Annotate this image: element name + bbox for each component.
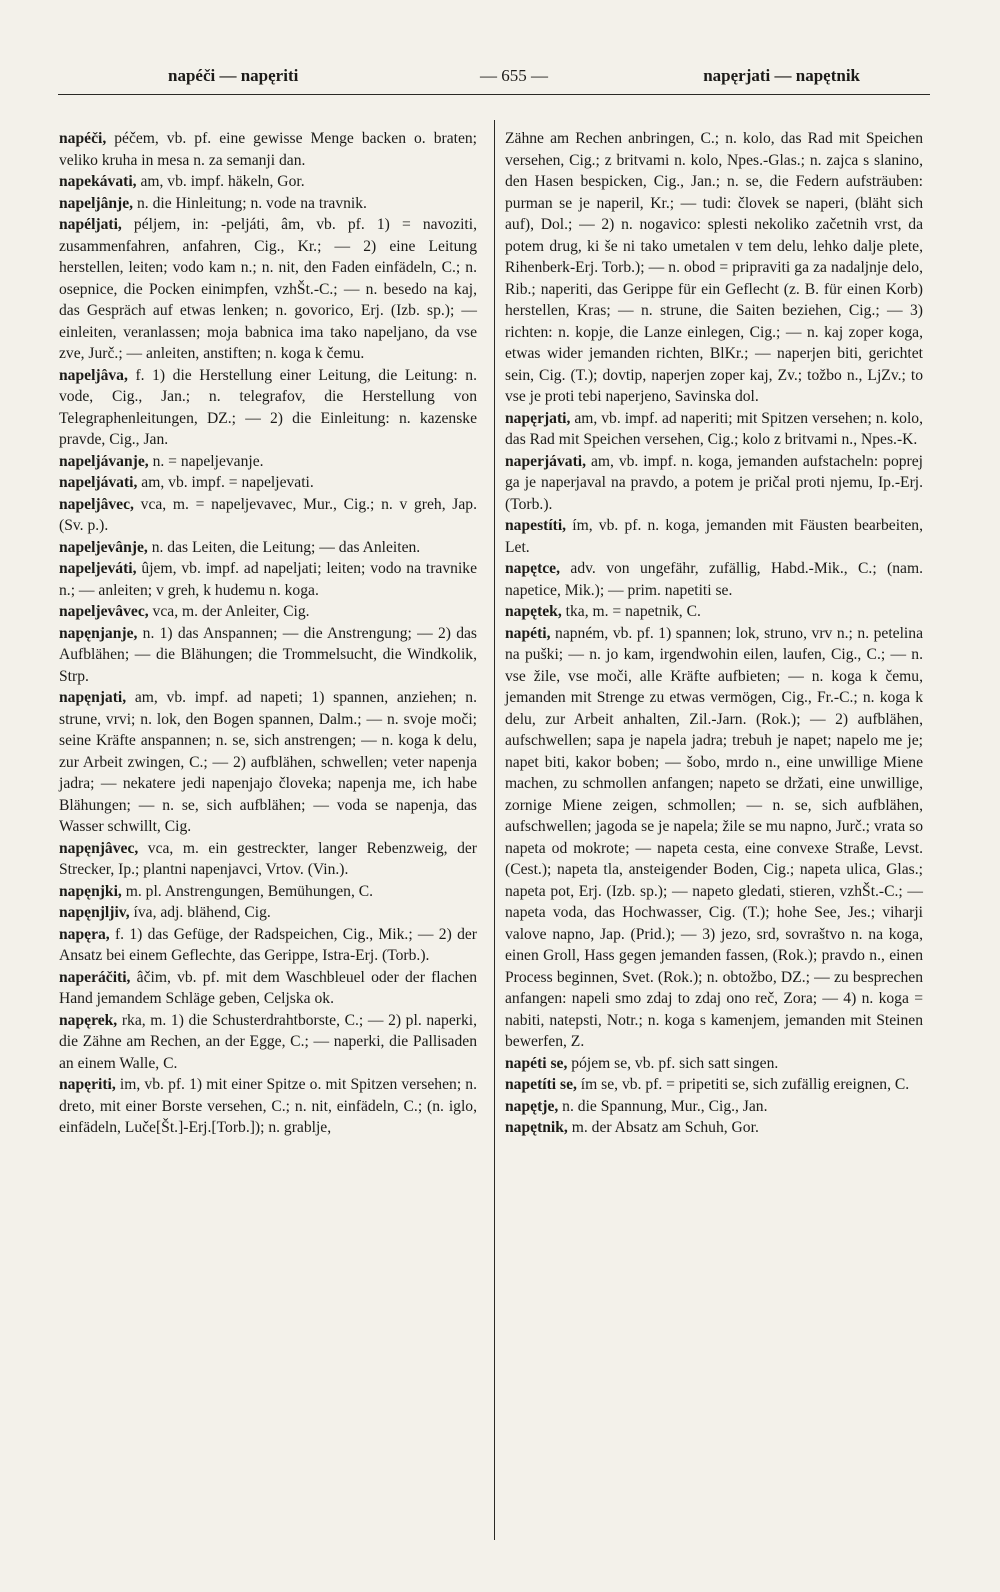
entry-definition: vca, m. ein gestreckter, langer Rebenzweig, der Strecker, Ip.; plantni napenjavci, Vrtov. (Vin.).: [59, 839, 477, 878]
dictionary-entry: [505, 408, 923, 451]
dictionary-entry: [505, 1117, 923, 1139]
entry-headword: napéči,: [59, 130, 107, 147]
entry-headword: napęnjanje,: [59, 624, 138, 642]
entry-definition: m. der Absatz am Schuh, Gor.: [567, 1119, 759, 1136]
entry-headword: napętek,: [505, 603, 562, 620]
entry-definition: ím se, vb. pf. = pripetiti se, sich zufällig ereignen, C.: [576, 1076, 910, 1093]
entry-definition: napném, vb. pf. 1) spannen; lok, struno, vrv n.; n. petelina na puški; — n. jo kam, irgendwohin eilen, laufen, Cig., C.; — n. vse žile, vse moči, alle Kräfte aufbieten; — n. koga k čemu, jemanden mit Strenge zu etwas vermögen, Cig., Fr.-C.; n. koga k delu, zur Arbeit anhalten, Zil.-Jarn. (Rok.); — 2) aufblähen, aufschwellen; sapa je napela jadra; trebuh je napet; napelo me je; napet biti, kakor boben; — šobo, mrdo n., eine unwillige Miene machen, zu schmollen anfangen; napeto se držati, eine unwillige, zornige Miene zeigen, schmollen; — n. se, sich aufblähen, aufschwellen; jagoda se je napela; žile se mu napno, Jurč.; vrata so napeta od mokrote; — napeta cesta, eine convexe Straße, Levst. (Cest.); napeta tla, ansteigender Boden, Cig.; napeta ulica, Glas.; napeta pot, Erj. (Izb. sp.); — napeto gledati, stieren, vzhŠt.-C.; — napeta voda, das Hochwasser, Cig. (T.); hohe See, Jes.; viharji valove napno, Jap. (Prid.); — 3) jezo, srd, sovraštvo n. na koga, einen Groll, Hass gegen jemanden fassen, (Rok.); pravdo n., einen Process beginnen, Svet. (Rok.); n. obtožbo, DZ.; — zu besprechen anfangen: napeli smo zdaj to zdaj ono reč, Zora; — 4) n. koga = nabiti, natepsti, Notr.; n. koga s kamenjem, jemanden mit Steinen bewerfen, Z.: [505, 624, 923, 1050]
dictionary-entry: [59, 1010, 477, 1075]
dictionary-entry: [59, 838, 477, 881]
dictionary-entry: [59, 924, 477, 967]
dictionary-entry: [59, 365, 477, 451]
entry-headword: napeljâvec,: [59, 495, 134, 513]
dictionary-entry: [59, 601, 477, 623]
entry-definition: im, vb. pf. 1) mit einer Spitze o. mit Spitzen versehen; n. dreto, mit einer Borste versehen, C.; n. nit, einfädeln, C.; (n. iglo, einfädeln, Luče[Št.]-Erj.[Torb.]); n. grablje,: [59, 1076, 477, 1136]
dictionary-entry: [59, 214, 477, 365]
entry-headword: napęrek,: [59, 1011, 118, 1029]
entry-definition: n. = napeljevanje.: [148, 452, 264, 470]
entry-definition: Zähne am Rechen anbringen, C.; n. kolo, das Rad mit Speichen versehen, Cig.; z britvami n. kolo, Npes.-Glas.; n. zajca s slanino, den Hasen bespicken, Cig., Jan.; n. se, die Federn aufsträuben: purman se je naperil, Kr.; — tudi: človek se naperi, (bläht sich auf), Dol.; — 2) n. nogavico: splesti nekoliko začetnih vrst, da potem drug, ki še ni tako umetalen v tem delu, lehko dalje plete, Rihenberk-Erj. Torb.); — n. obod = pripraviti ga za nadaljnje delo, Rib.; naperiti, das Gerippe für ein Geflecht (z. B. für einen Korb) herstellen, Kras; — n. strune, die Saiten beziehen, Cig.; — 3) richten: n. kopje, die Lanze einlegen, Cig.; — n. kaj zoper koga, etwas wider jemanden richten, BlKr.; — naperjen biti, gerichtet sein, Cig. (T.); dovtip, naperjen zoper kaj, Zv.; tožbo n., LjZv.; to vse je proti tebi naperjeno, Savinska dol.: [505, 130, 923, 405]
dictionary-entry: [505, 1053, 923, 1075]
entry-headword: napęnjki,: [59, 882, 122, 900]
entry-headword: napestíti,: [505, 517, 567, 534]
entry-definition: n. die Spannung, Mur., Cig., Jan.: [558, 1097, 768, 1115]
dictionary-entry: [59, 623, 477, 688]
dictionary-entry: [59, 537, 477, 559]
entry-definition: ím, vb. pf. n. koga, jemanden mit Fäusten bearbeiten, Let.: [505, 517, 923, 556]
entry-headword: napeljâva,: [59, 366, 128, 384]
entry-definition: am, vb. impf. = napeljevati.: [137, 474, 314, 491]
dictionary-entry: [59, 171, 477, 193]
dictionary-entry: [59, 902, 477, 924]
entry-definition: tka, m. = napetnik, C.: [561, 603, 701, 620]
entry-headword: napeljeváti,: [59, 560, 137, 577]
dictionary-entry: [505, 1096, 923, 1118]
entry-definition: ûjem, vb. impf. ad napeljati; leiten; vodo na travnike n.; — anleiten; v greh, k hudemu n. koga.: [59, 560, 477, 599]
dictionary-entry: [59, 472, 477, 494]
dictionary-entry: [59, 687, 477, 838]
entry-definition: íva, adj. blähend, Cig.: [129, 904, 271, 921]
entry-headword: napeljevânje,: [59, 538, 148, 556]
column-divider: [494, 120, 495, 1540]
dictionary-entry: [59, 193, 477, 215]
dictionary-entry: [505, 128, 923, 408]
dictionary-entry: [59, 494, 477, 537]
entry-definition: f. 1) das Gefüge, der Radspeichen, Cig., Mik.; — 2) der Ansatz bei einem Geflechte, das Gerippe, Istra-Erj. (Torb.).: [59, 925, 477, 964]
page-header: [60, 62, 940, 92]
entry-definition: n. 1) das Anspannen; — die Anstrengung; — 2) das Aufblähen; — die Blähungen; die Trommelsucht, die Windkolik, Strp.: [59, 624, 477, 685]
dictionary-entry: [59, 967, 477, 1010]
entry-headword: napeljávati,: [59, 474, 138, 491]
entry-definition: rka, m. 1) die Schusterdrahtborste, C.; — 2) pl. naperki, die Zähne am Rechen, an der Egge, C.; — naperki, die Pallisaden an einem Walle, C.: [59, 1011, 477, 1072]
entry-headword: napetíti se,: [505, 1076, 577, 1093]
dictionary-entry: [59, 128, 477, 171]
dictionary-entry: [505, 1074, 923, 1096]
header-rule: [58, 94, 930, 95]
header-right-guide-words: napęrjati — napętnik: [703, 66, 860, 85]
entry-headword: napęnjati,: [59, 689, 127, 706]
dictionary-entry: [505, 558, 923, 601]
dictionary-entry: [505, 601, 923, 623]
entry-headword: napęrjati,: [505, 409, 571, 427]
entry-headword: napętje,: [505, 1097, 559, 1115]
entry-definition: f. 1) die Herstellung einer Leitung, die Leitung: n. vode, Cig., Jan.; n. telegrafov, die Herstellung von Telegraphenleitungen, DZ.; — 2) die Einleitung: n. kazenske pravde, Cig., Jan.: [59, 366, 477, 448]
entry-definition: adv. von ungefähr, zufällig, Habd.-Mik., C.; (nam. napetice, Mik.); — prim. napetiti se.: [505, 560, 923, 599]
entry-headword: napéti se,: [505, 1054, 568, 1072]
dictionary-entry: [505, 623, 923, 1053]
entry-definition: m. pl. Anstrengungen, Bemühungen, C.: [121, 882, 374, 900]
entry-definition: péčem, vb. pf. eine gewisse Menge backen o. braten; veliko kruha in mesa n. za semanji dan.: [59, 130, 477, 169]
entry-definition: am, vb. impf. n. koga, jemanden aufstacheln: poprej ga je naperjaval na pravdo, a potem je pričal proti njemu, Ip.-Erj. (Torb.).: [505, 452, 923, 513]
entry-definition: pójem se, vb. pf. sich satt singen.: [567, 1054, 779, 1072]
entry-definition: péljem, in: -peljáti, âm, vb. pf. 1) = navoziti, zusammenfahren, anfahren, Cig., Kr.; — 2) eine Leitung herstellen, leiten; vodo kam n.; n. nit, den Faden einfädeln, C.; n. osepnice, die Pocken einimpfen, vzhŠt.-C.; — n. besedo na kaj, das Gespräch auf etwas lenken; n. govorico, Erj. (Izb. sp.); — einleiten, veranlassen; moja babnica ima tako napeljano, da vse zve, Jurč.; — anleiten, anstiften; n. koga k čemu.: [59, 216, 477, 362]
entry-headword: napeljânje,: [59, 194, 134, 212]
entry-definition: am, vb. impf. häkeln, Gor.: [136, 173, 305, 190]
entry-headword: napéljati,: [59, 216, 122, 233]
right-column: [505, 128, 923, 1139]
left-column: [59, 128, 477, 1139]
header-left-guide-words: napéči — napęriti: [168, 66, 299, 85]
entry-headword: napéti,: [505, 624, 551, 642]
dictionary-entry: [59, 881, 477, 903]
entry-headword: napeljávanje,: [59, 452, 149, 470]
entry-definition: vca, m. der Anleiter, Cig.: [148, 603, 310, 620]
entry-definition: vca, m. = napeljevavec, Mur., Cig.; n. v greh, Jap. (Sv. p.).: [59, 495, 477, 534]
dictionary-entry: [59, 1074, 477, 1139]
entry-headword: naperáčiti,: [59, 968, 131, 986]
entry-headword: napętnik,: [505, 1119, 568, 1136]
dictionary-entry: [505, 451, 923, 516]
entry-headword: napęriti,: [59, 1076, 116, 1093]
entry-definition: n. das Leiten, die Leitung; — das Anleiten.: [147, 538, 421, 556]
entry-headword: naperjávati,: [505, 452, 586, 470]
entry-definition: n. die Hinleitung; n. vode na travnik.: [133, 194, 367, 212]
dictionary-entry: [505, 515, 923, 558]
entry-headword: napęra,: [59, 925, 110, 943]
dictionary-entry: [59, 451, 477, 473]
entry-headword: napeljevâvec,: [59, 603, 149, 620]
entry-headword: napętce,: [505, 560, 560, 577]
entry-definition: am, vb. impf. ad napeti; 1) spannen, anziehen; n. strune, vrvi; n. lok, den Bogen spannen, Dalm.; — n. svoje moči; seine Kräfte anspannen; n. se, sich anstrengen; — n. koga k delu, zur Arbeit zwingen, C.; — 2) aufblähen, schwellen; veter napenja jadra; — nekatere jedi napenjajo človeka; napenja me, ich habe Blähungen; — n. se, sich aufblähen; — voda se napenja, das Wasser schwillt, Cig.: [59, 689, 477, 835]
entry-definition: âčim, vb. pf. mit dem Waschbleuel oder der flachen Hand jemandem Schläge geben, Celjska ok.: [59, 968, 477, 1007]
page-number: — 655 —: [480, 66, 548, 85]
entry-headword: napęnjâvec,: [59, 839, 139, 857]
entry-headword: napekávati,: [59, 173, 137, 190]
dictionary-entry: [59, 558, 477, 601]
entry-definition: am, vb. impf. ad naperiti; mit Spitzen versehen; n. kolo, das Rad mit Speichen versehen, Cig.; kolo z britvami n., Npes.-K.: [505, 409, 923, 448]
entry-headword: napęnjljiv,: [59, 904, 130, 921]
